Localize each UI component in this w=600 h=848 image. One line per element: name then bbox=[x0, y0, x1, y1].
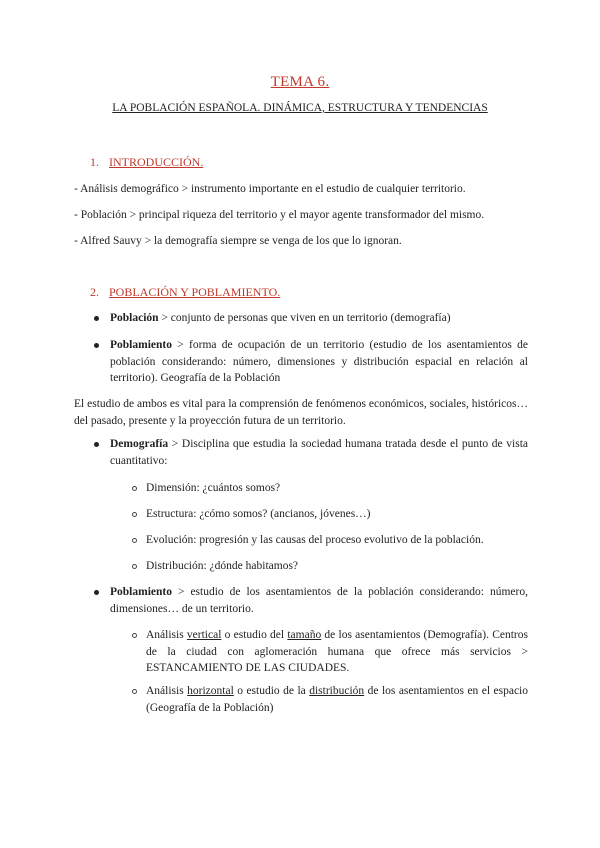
section-heading-poblacion bbox=[90, 285, 280, 300]
section-number: 2. bbox=[90, 285, 99, 299]
sub-item-estructura: Estructura: ¿cómo somos? (ancianos, jóvenes…) bbox=[146, 508, 371, 520]
text-fragment: Análisis bbox=[146, 629, 187, 641]
sub-bullet-circle bbox=[132, 689, 137, 694]
section-number: 1. bbox=[90, 155, 99, 169]
definition-text: > forma de ocupación de un territorio (estudio de los asentamientos de población considerando: número, dimensiones y distribución espacial en relación al territorio). Geografía de la Población bbox=[110, 339, 528, 384]
underlined-term: distribución bbox=[309, 685, 365, 697]
sub-bullet-circle bbox=[132, 512, 137, 517]
sub-item-analisis-horizontal bbox=[146, 683, 528, 716]
sub-bullet-circle bbox=[132, 538, 137, 543]
body-paragraph: El estudio de ambos es vital para la comprensión de fenómenos económicos, sociales, históricos… del pasado, presente y la proyección futura de un territorio. bbox=[74, 398, 528, 427]
intro-line-1: - Análisis demográfico > instrumento importante en el estudio de cualquier territorio. bbox=[74, 183, 466, 195]
text-fragment: Análisis bbox=[146, 685, 188, 697]
section-label: POBLACIÓN Y POBLAMIENTO. bbox=[109, 285, 281, 299]
definition-text: > Disciplina que estudia la sociedad humana tratada desde el punto de vista cuantitativo: bbox=[110, 438, 528, 467]
underlined-term: horizontal bbox=[187, 685, 234, 697]
text-fragment: o estudio de la bbox=[233, 685, 310, 697]
sub-bullet-circle bbox=[132, 564, 137, 569]
intro-line-3: - Alfred Sauvy > la demografía siempre se venga de los que lo ignoran. bbox=[74, 235, 402, 247]
underlined-term: tamaño bbox=[287, 629, 322, 641]
sub-bullet-circle bbox=[132, 486, 137, 491]
term-demografia: Demografía bbox=[110, 438, 169, 450]
bullet-dot bbox=[94, 590, 99, 595]
bullet-dot bbox=[94, 316, 99, 321]
text-fragment: de los asentamientos en el espacio (Geografía de la Población) bbox=[146, 685, 528, 714]
definition-text: > estudio de los asentamientos de la población considerando: número, dimensiones… de un territorio. bbox=[110, 586, 528, 615]
underlined-term: vertical bbox=[186, 629, 222, 641]
sub-bullet-circle bbox=[132, 633, 137, 638]
sub-item-evolucion: Evolución: progresión y las causas del proceso evolutivo de la población. bbox=[146, 534, 484, 546]
text-fragment: de los asentamientos (Demografía). Centros de la ciudad con aglomeración humana que ofrece más servicios > ESTANCAMIENTO DE LAS CIUDADES. bbox=[146, 629, 528, 674]
bullet-poblamiento-2 bbox=[110, 584, 528, 617]
bullet-poblamiento bbox=[110, 337, 528, 387]
section-label: INTRODUCCIÓN. bbox=[109, 155, 204, 169]
bullet-dot bbox=[94, 343, 99, 348]
term-poblacion: Población bbox=[110, 312, 159, 324]
bullet-demografia bbox=[110, 436, 528, 469]
definition-text: > conjunto de personas que viven en un territorio (demografía) bbox=[158, 312, 451, 324]
page-title: TEMA 6. bbox=[270, 74, 330, 90]
term-poblamiento: Poblamiento bbox=[110, 339, 172, 351]
intro-line-2: - Población > principal riqueza del territorio y el mayor agente transformador del mismo. bbox=[74, 209, 485, 221]
page-subtitle: LA POBLACIÓN ESPAÑOLA. DINÁMICA, ESTRUCTURA Y TENDENCIAS bbox=[112, 102, 488, 114]
sub-item-analisis-vertical bbox=[146, 627, 528, 677]
text-fragment: o estudio del bbox=[221, 629, 288, 641]
section-heading-introduccion bbox=[90, 155, 203, 170]
sub-item-distribucion: Distribución: ¿dónde habitamos? bbox=[146, 560, 299, 572]
bullet-poblacion bbox=[110, 310, 530, 327]
bullet-dot bbox=[94, 442, 99, 447]
sub-item-dimension: Dimensión: ¿cuántos somos? bbox=[146, 482, 281, 494]
term-poblamiento: Poblamiento bbox=[110, 586, 172, 598]
